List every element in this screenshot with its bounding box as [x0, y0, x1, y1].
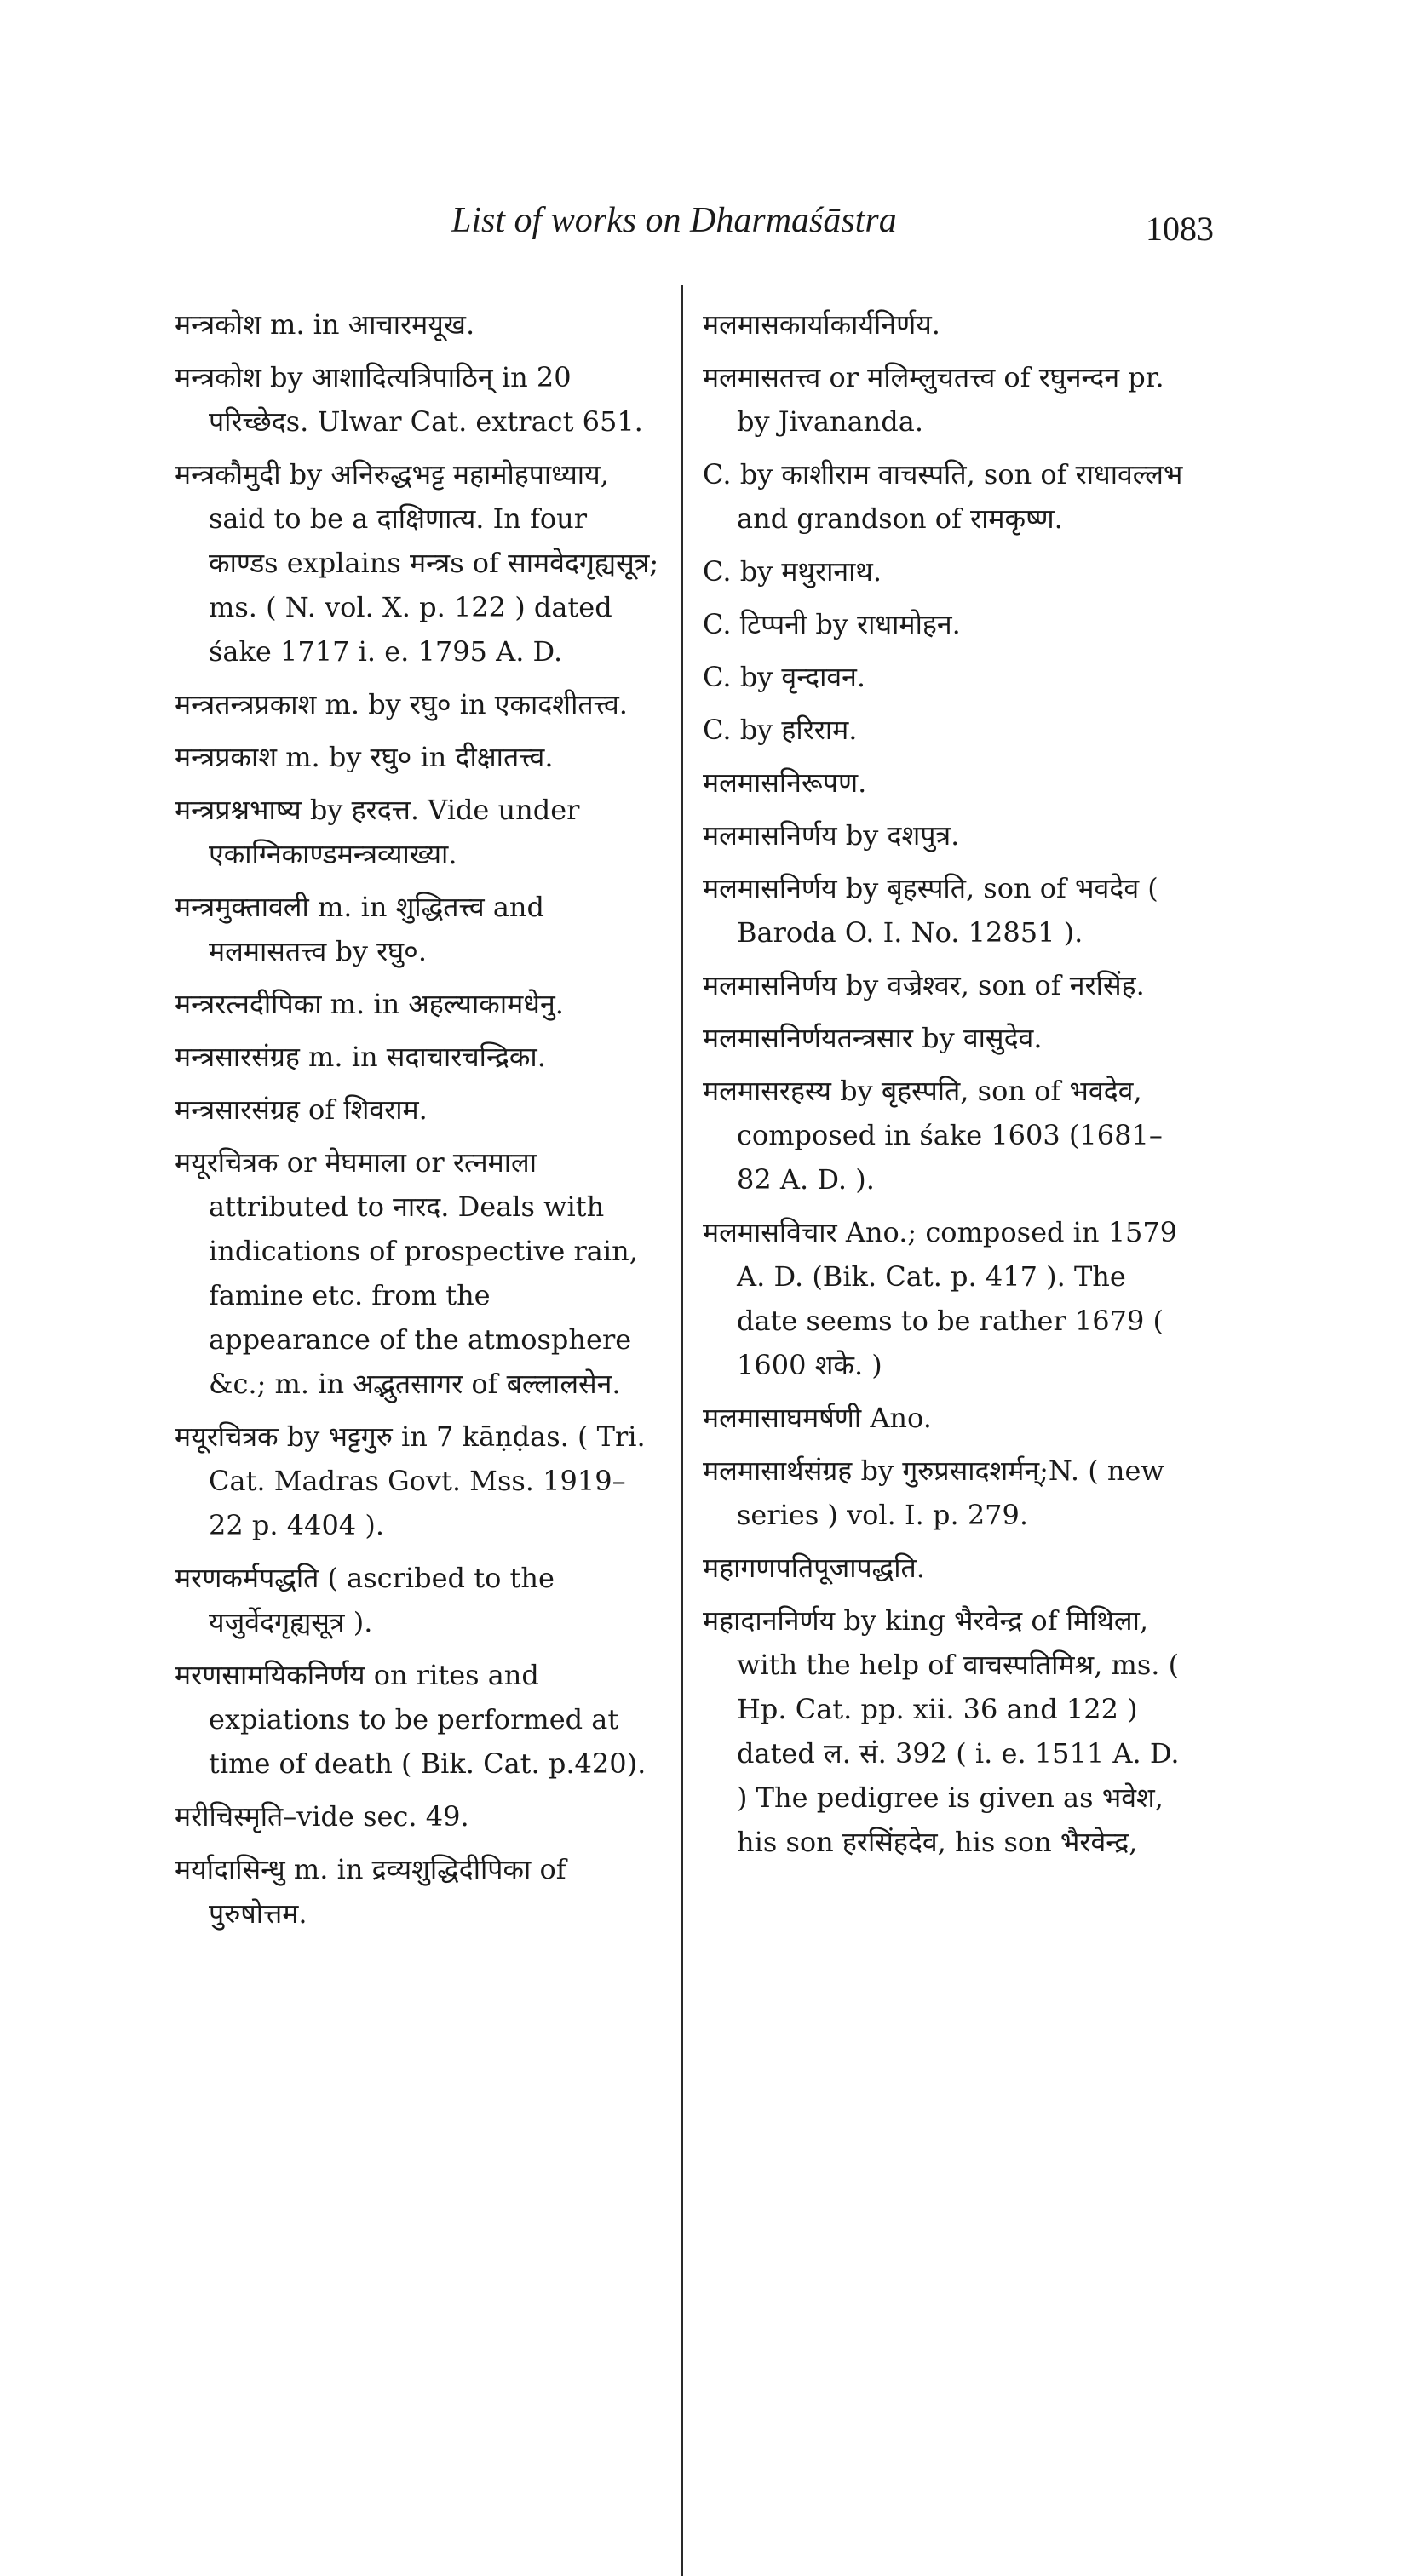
entry: मलमासविचार Ano.; composed in 1579 A. D. (Bik. Cat. p. 417 ). The date seems to be rather 1679 ( 1600 शके. ): [703, 1216, 1178, 1381]
entry: मरणकर्मपद्धति ( ascribed to the यजुर्वेदगृह्यसूत्र ).: [175, 1562, 555, 1638]
entry: मलमासरहस्य by बृहस्पति, son of भवदेव, composed in śake 1603 (1681–82 A. D. ).: [703, 1075, 1163, 1196]
entry: मन्त्रकोश by आशादित्यत्रिपाठिन् in 20 परिच्छेदs. Ulwar Cat. extract 651.: [175, 361, 643, 438]
entry: मलमासाघमर्षणी Ano.: [703, 1402, 932, 1434]
entry: C. by वृन्दावन.: [703, 661, 866, 693]
entry: मन्त्रकौमुदी by अनिरुद्धभट्ट महामोहपाध्याय, said to be a दाक्षिणात्य. In four काण्डs explains मन्त्रs of सामवेदगृह्यसूत्र; ms. ( N. vol. X. p. 122 ) dated śake 1717 i. e. 1795 A. D.: [175, 458, 659, 668]
entry: मरीचिस्मृति–vide sec. 49.: [175, 1800, 469, 1833]
entry: मन्त्रतन्त्रप्रकाश m. by रघु० in एकादशीतत्त्व.: [175, 688, 628, 720]
entry: मयूरचित्रक by भट्टगुरु in 7 kāṇḍas. ( Tri. Cat. Madras Govt. Mss. 1919–22 p. 4404 ).: [175, 1420, 646, 1541]
entry: मलमासनिर्णय by वज्रेश्वर, son of नरसिंह.: [703, 969, 1145, 1001]
entry: C. by हरिराम.: [703, 714, 858, 746]
entry: मरणसामयिकनिर्णय on rites and expiations to be performed at time of death ( Bik. Cat. p.420).: [175, 1659, 647, 1780]
right-column: [703, 302, 1188, 1873]
entry: मन्त्रकोश m. in आचारमयूख.: [175, 308, 475, 341]
entry: महागणपतिपूजापद्धति.: [703, 1552, 925, 1584]
running-title: List of works on Dharmaśāstra: [451, 201, 897, 240]
entry: मन्त्रप्रकाश m. by रघु० in दीक्षातत्त्व.: [175, 741, 554, 773]
entry: मलमासार्थसंग्रह by गुरुप्रसादशर्मन्;N. ( new series ) vol. I. p. 279.: [703, 1454, 1164, 1531]
entry: मन्त्रसारसंग्रह of शिवराम.: [175, 1093, 428, 1126]
entry: महादाननिर्णय by king भैरवेन्द्र of मिथिला, with the help of वाचस्पतिमिश्र, ms. ( Hp. Cat. pp. xii. 36 and 122 ) dated ल. सं. 392 ( i. e. 1511 A. D. ) The pedigree is given as भवेश, his son हरसिंहदेव, his son भैरवेन्द्र,: [703, 1604, 1180, 1858]
entry: मलमासकार्याकार्यनिर्णय.: [703, 308, 940, 341]
entry: C. by काशीराम वाचस्पति, son of राधावल्लभ and grandson of रामकृष्ण.: [703, 458, 1183, 535]
entry: मन्त्ररत्नदीपिका m. in अहल्याकामधेनु.: [175, 988, 564, 1020]
entry: मयूरचित्रक or मेघमाला or रत्नमाला attributed to नारद. Deals with indications of prospective rain, famine etc. from the appearance of the atmosphere &c.; m. in अद्भुतसागर of बल्लालसेन.: [175, 1146, 638, 1400]
entry: मलमासनिर्णयतन्त्रसार by वासुदेव.: [703, 1022, 1043, 1054]
page-number: 1083: [1146, 209, 1214, 248]
column-divider: [681, 285, 683, 2576]
entry: मर्यादासिन्धु m. in द्रव्यशुद्धिदीपिका of पुरुषोत्तम.: [175, 1853, 566, 1930]
entry: मन्त्रमुक्तावली m. in शुद्धितत्त्व and मलमासतत्त्व by रघु०.: [175, 891, 545, 967]
entry: मलमासनिर्णय by दशपुत्र.: [703, 819, 960, 852]
entry: मन्त्रसारसंग्रह m. in सदाचारचन्द्रिका.: [175, 1041, 546, 1073]
entry: C. टिप्पनी by राधामोहन.: [703, 608, 961, 640]
entry: मलमासनिर्णय by बृहस्पति, son of भवदेव ( Baroda O. I. No. 12851 ).: [703, 872, 1158, 949]
left-column: [175, 302, 660, 1944]
entry: मलमासतत्त्व or मलिम्लुचतत्त्व of रघुनन्दन pr. by Jivananda.: [703, 361, 1164, 438]
entry: C. by मथुरानाथ.: [703, 555, 882, 588]
entry: मलमासनिरूपण.: [703, 766, 867, 799]
entry: मन्त्रप्रश्नभाष्य by हरदत्त. Vide under एकाग्निकाण्डमन्त्रव्याख्या.: [175, 794, 580, 870]
